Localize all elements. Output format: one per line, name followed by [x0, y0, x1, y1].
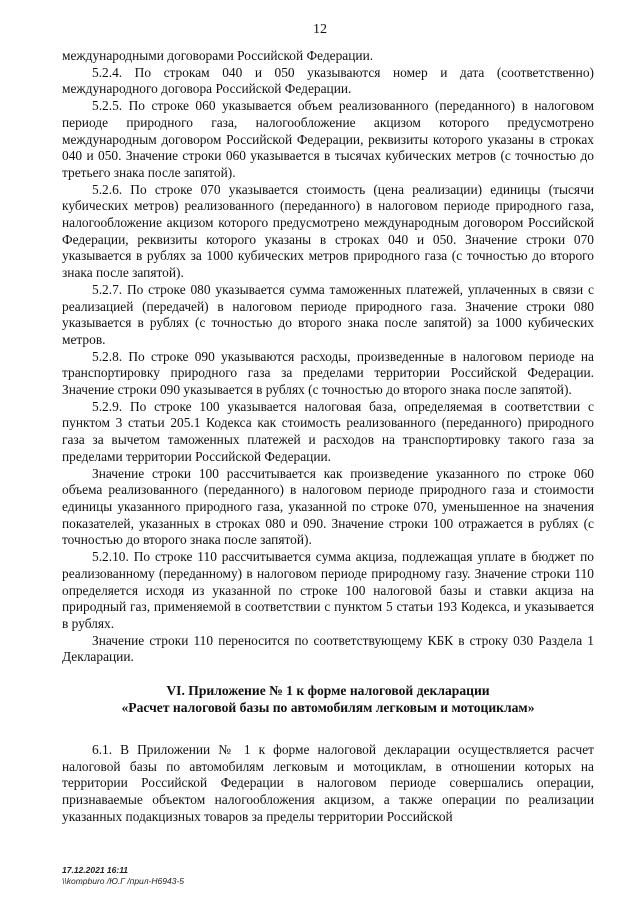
paragraph: 5.2.6. По строке 070 указывается стоимость (цена реализации) единицы (тысячи кубических метров) реализованного (переданного) в налоговом периоде природного газа, налогообложение акцизом которого предусмотрено международным договором Российской Федерации, реквизиты которого указаны в строках 040 и 050. Значение строки 070 указывается в рублях за 1000 кубических метров природного газа (с точностью до второго знака после запятой). [62, 181, 594, 281]
paragraph: 5.2.8. По строке 090 указываются расходы, произведенные в налоговом периоде на транспортировку природного газа за пределами территории Российской Федерации. Значение строки 090 указывается в рублях (с точностью до второго знака после запятой). [62, 348, 594, 398]
paragraph: международными договорами Российской Федерации. [62, 48, 374, 63]
paragraph: 5.2.7. По строке 080 указывается сумма таможенных платежей, уплаченных в связи с реализацией (передачей) в налоговом периоде природного газа. Значение строки 080 указывается в рублях (с точностью до второго знака после запятой) за 1000 кубических метров. [62, 281, 594, 347]
paragraph: 5.2.5. По строке 060 указывается объем реализованного (переданного) в налоговом периоде природного газа, налогообложение акцизом которого предусмотрено международным договором Российской Федерации, реквизиты которого указаны в строках 040 и 050. Значение строки 060 указывается в тысячах кубических метров (с точностью до третьего знака после запятой). [62, 98, 594, 180]
document-footer [62, 865, 184, 886]
paragraph-list [62, 48, 594, 666]
document-body [62, 48, 594, 826]
footer-timestamp: 17.12.2021 16:11 [62, 865, 129, 875]
paragraph: 5.2.4. По строкам 040 и 050 указываются номер и дата (соответственно) международного договора Российской Федерации. [62, 64, 594, 97]
page-number: 12 [313, 22, 327, 37]
section-heading-line-2: «Расчет налоговой базы по автомобилям легковым и мотоциклам» [121, 700, 535, 716]
paragraph: Значение строки 100 рассчитывается как произведение указанного по строке 060 объема реализованного (переданного) в налоговом периоде природного газа и стоимости единицы указанного природного газа, указанной по строке 070, уменьшенное на значения показателей, указанных в строках 080 и 090. Значение строки 100 отражается в рублях (с точностью до второго знака после запятой). [62, 465, 594, 548]
paragraph: Значение строки 110 переносится по соответствующему КБК в строку 030 Раздела 1 Декларации. [62, 632, 594, 665]
section-paragraph: 6.1. В Приложении № 1 к форме налоговой декларации осуществляется расчет налоговой базы по автомобилям легковым и мотоциклам, в отношении которых на территории Российской Федерации в налоговом периоде совершались операции, признаваемые объектом налогообложения акцизом, а также операции по реализации указанных подакцизных товаров за пределы территории Российской [62, 742, 594, 824]
footer-file-path: \\kompburo /Ю.Г /прил-Н6943-5 [62, 875, 185, 886]
section-heading [62, 682, 594, 716]
paragraph: 5.2.10. По строке 110 рассчитывается сумма акциза, подлежащая уплате в бюджет по реализованному (переданному) в налоговом периоде природному газу. Значение строки 110 определяется исходя из указанной по строке 100 налоговой базы и ставки акциза на природный газ, применяемой в соответствии с пунктом 5 статьи 193 Кодекса, и указывается в рублях. [62, 549, 594, 631]
section-heading-line-1: VI. Приложение № 1 к форме налоговой декларации [166, 683, 490, 699]
paragraph: 5.2.9. По строке 100 указывается налоговая база, определяемая в соответствии с пунктом 3 статьи 205.1 Кодекса как стоимость реализованного (переданного) природного газа за вычетом таможенных платежей и расходов на транспортировку такого газа за пределами территории Российской Федерации. [62, 398, 594, 464]
